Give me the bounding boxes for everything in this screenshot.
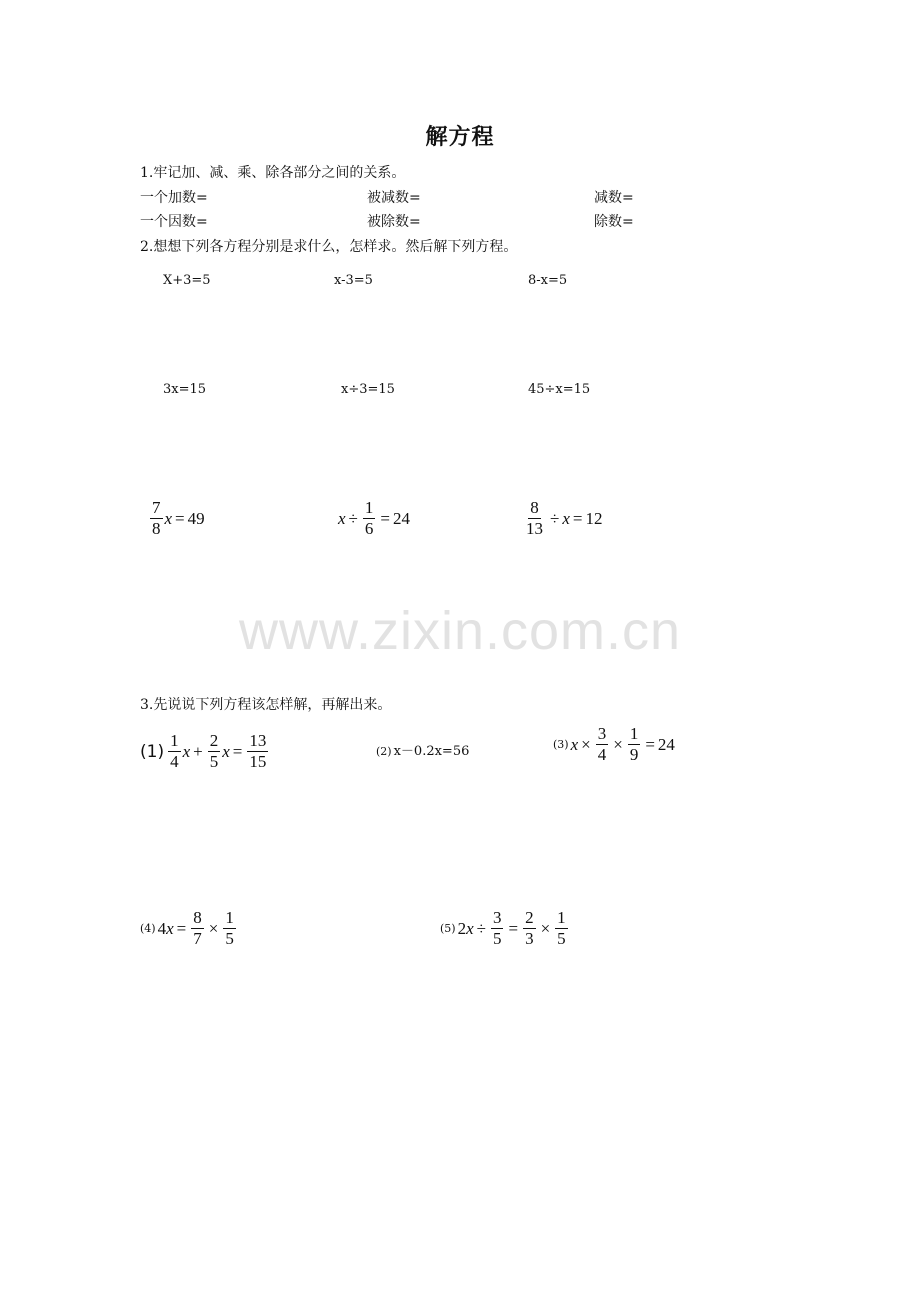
problem-2: [376, 740, 469, 759]
variable: x: [466, 918, 474, 938]
dividend-blank: 被除数=: [367, 214, 421, 230]
numerator: 3: [597, 724, 607, 743]
rhs-value: 24: [392, 508, 410, 528]
denominator: 3: [525, 929, 534, 948]
times-sign: ×: [613, 734, 623, 754]
times-sign: ×: [581, 734, 591, 754]
variable: x: [222, 741, 230, 761]
denominator: 9: [629, 745, 639, 764]
equals-sign: =: [176, 918, 187, 938]
equation: x－0.2x=56: [393, 744, 470, 759]
divide-sign: ÷: [348, 508, 358, 528]
plus-sign: +: [193, 741, 203, 761]
fraction-equation: [338, 499, 410, 538]
coefficient: 2: [457, 918, 467, 938]
numerator: 1: [364, 498, 374, 517]
equals-sign: =: [232, 741, 243, 761]
fraction: [191, 909, 204, 948]
problem-5: [440, 909, 570, 948]
rhs-value: 49: [187, 508, 205, 528]
numerator: 1: [557, 908, 566, 927]
rhs-value: 12: [585, 508, 603, 528]
fraction: [555, 909, 568, 948]
denominator: 4: [597, 745, 607, 764]
equals-sign: =: [175, 508, 185, 528]
divide-sign: ÷: [476, 918, 486, 938]
numerator: 8: [193, 908, 202, 927]
fraction: [524, 499, 545, 538]
numerator: 2: [209, 731, 219, 750]
denominator: 15: [249, 752, 267, 771]
denominator: 4: [170, 752, 179, 771]
numerator: 1: [225, 908, 234, 927]
equals-sign: =: [572, 508, 583, 528]
denominator: 13: [526, 519, 543, 538]
problem-1: [140, 732, 270, 771]
fraction: [168, 732, 181, 771]
fraction: [491, 909, 504, 948]
equation: 8-x=5: [528, 273, 568, 288]
fraction: [223, 909, 236, 948]
section1-heading: 1.牢记加、减、乘、除各部分之间的关系。: [140, 165, 406, 181]
fraction: [596, 725, 609, 764]
factor-blank: 一个因数=: [140, 214, 208, 230]
numerator: 1: [629, 724, 639, 743]
equals-sign: =: [508, 918, 519, 938]
subtrahend-blank: 减数=: [594, 190, 634, 206]
watermark: www.zixin.com.cn: [238, 601, 682, 661]
variable: x: [562, 508, 570, 528]
rhs-value: 24: [657, 734, 675, 754]
fraction-equation: [522, 499, 602, 538]
variable: x: [166, 918, 174, 938]
denominator: 6: [364, 519, 374, 538]
denominator: 5: [225, 929, 234, 948]
fraction: [247, 732, 268, 771]
page-title: 解方程: [425, 125, 495, 150]
denominator: 5: [492, 929, 502, 948]
variable: x: [164, 508, 173, 528]
equation: 3x=15: [163, 382, 207, 397]
fraction: [208, 732, 221, 771]
numerator: 7: [152, 498, 161, 517]
times-sign: ×: [208, 918, 219, 938]
problem-label: (2): [376, 745, 392, 758]
problem-label: (1): [140, 741, 165, 762]
equation: x÷3=15: [341, 382, 395, 397]
variable: x: [338, 508, 346, 528]
denominator: 5: [209, 752, 219, 771]
numerator: 3: [492, 908, 502, 927]
fraction: [150, 499, 163, 538]
problem-3: [553, 725, 675, 764]
fraction: [523, 909, 536, 948]
numerator: 1: [170, 731, 179, 750]
times-sign: ×: [540, 918, 551, 938]
equation: X+3=5: [163, 273, 211, 288]
problem-4: [140, 909, 238, 948]
coefficient: 4: [157, 918, 167, 938]
problem-label: (4): [140, 922, 156, 935]
fraction: [628, 725, 641, 764]
variable: x: [182, 741, 191, 761]
problem-label: (5): [440, 922, 456, 935]
denominator: 5: [557, 929, 566, 948]
problem-label: (3): [553, 738, 569, 751]
numerator: 8: [530, 498, 539, 517]
equals-sign: =: [645, 734, 655, 754]
fraction-equation: [148, 499, 205, 538]
denominator: 8: [152, 519, 161, 538]
addend-blank: 一个加数=: [140, 190, 208, 206]
equation: 45÷x=15: [528, 382, 591, 397]
divisor-blank: 除数=: [594, 214, 634, 230]
fraction: [363, 499, 376, 538]
section3-heading: 3.先说说下列方程该怎样解，再解出来。: [140, 697, 392, 713]
variable: x: [570, 734, 579, 754]
equals-sign: =: [380, 508, 390, 528]
equation: x-3=5: [334, 273, 373, 288]
numerator: 2: [525, 908, 534, 927]
denominator: 7: [193, 929, 202, 948]
numerator: 13: [249, 731, 267, 750]
section2-heading: 2.想想下列各方程分别是求什么，怎样求。然后解下列方程。: [140, 239, 518, 255]
minuend-blank: 被减数=: [367, 190, 421, 206]
divide-sign: ÷: [550, 508, 560, 528]
